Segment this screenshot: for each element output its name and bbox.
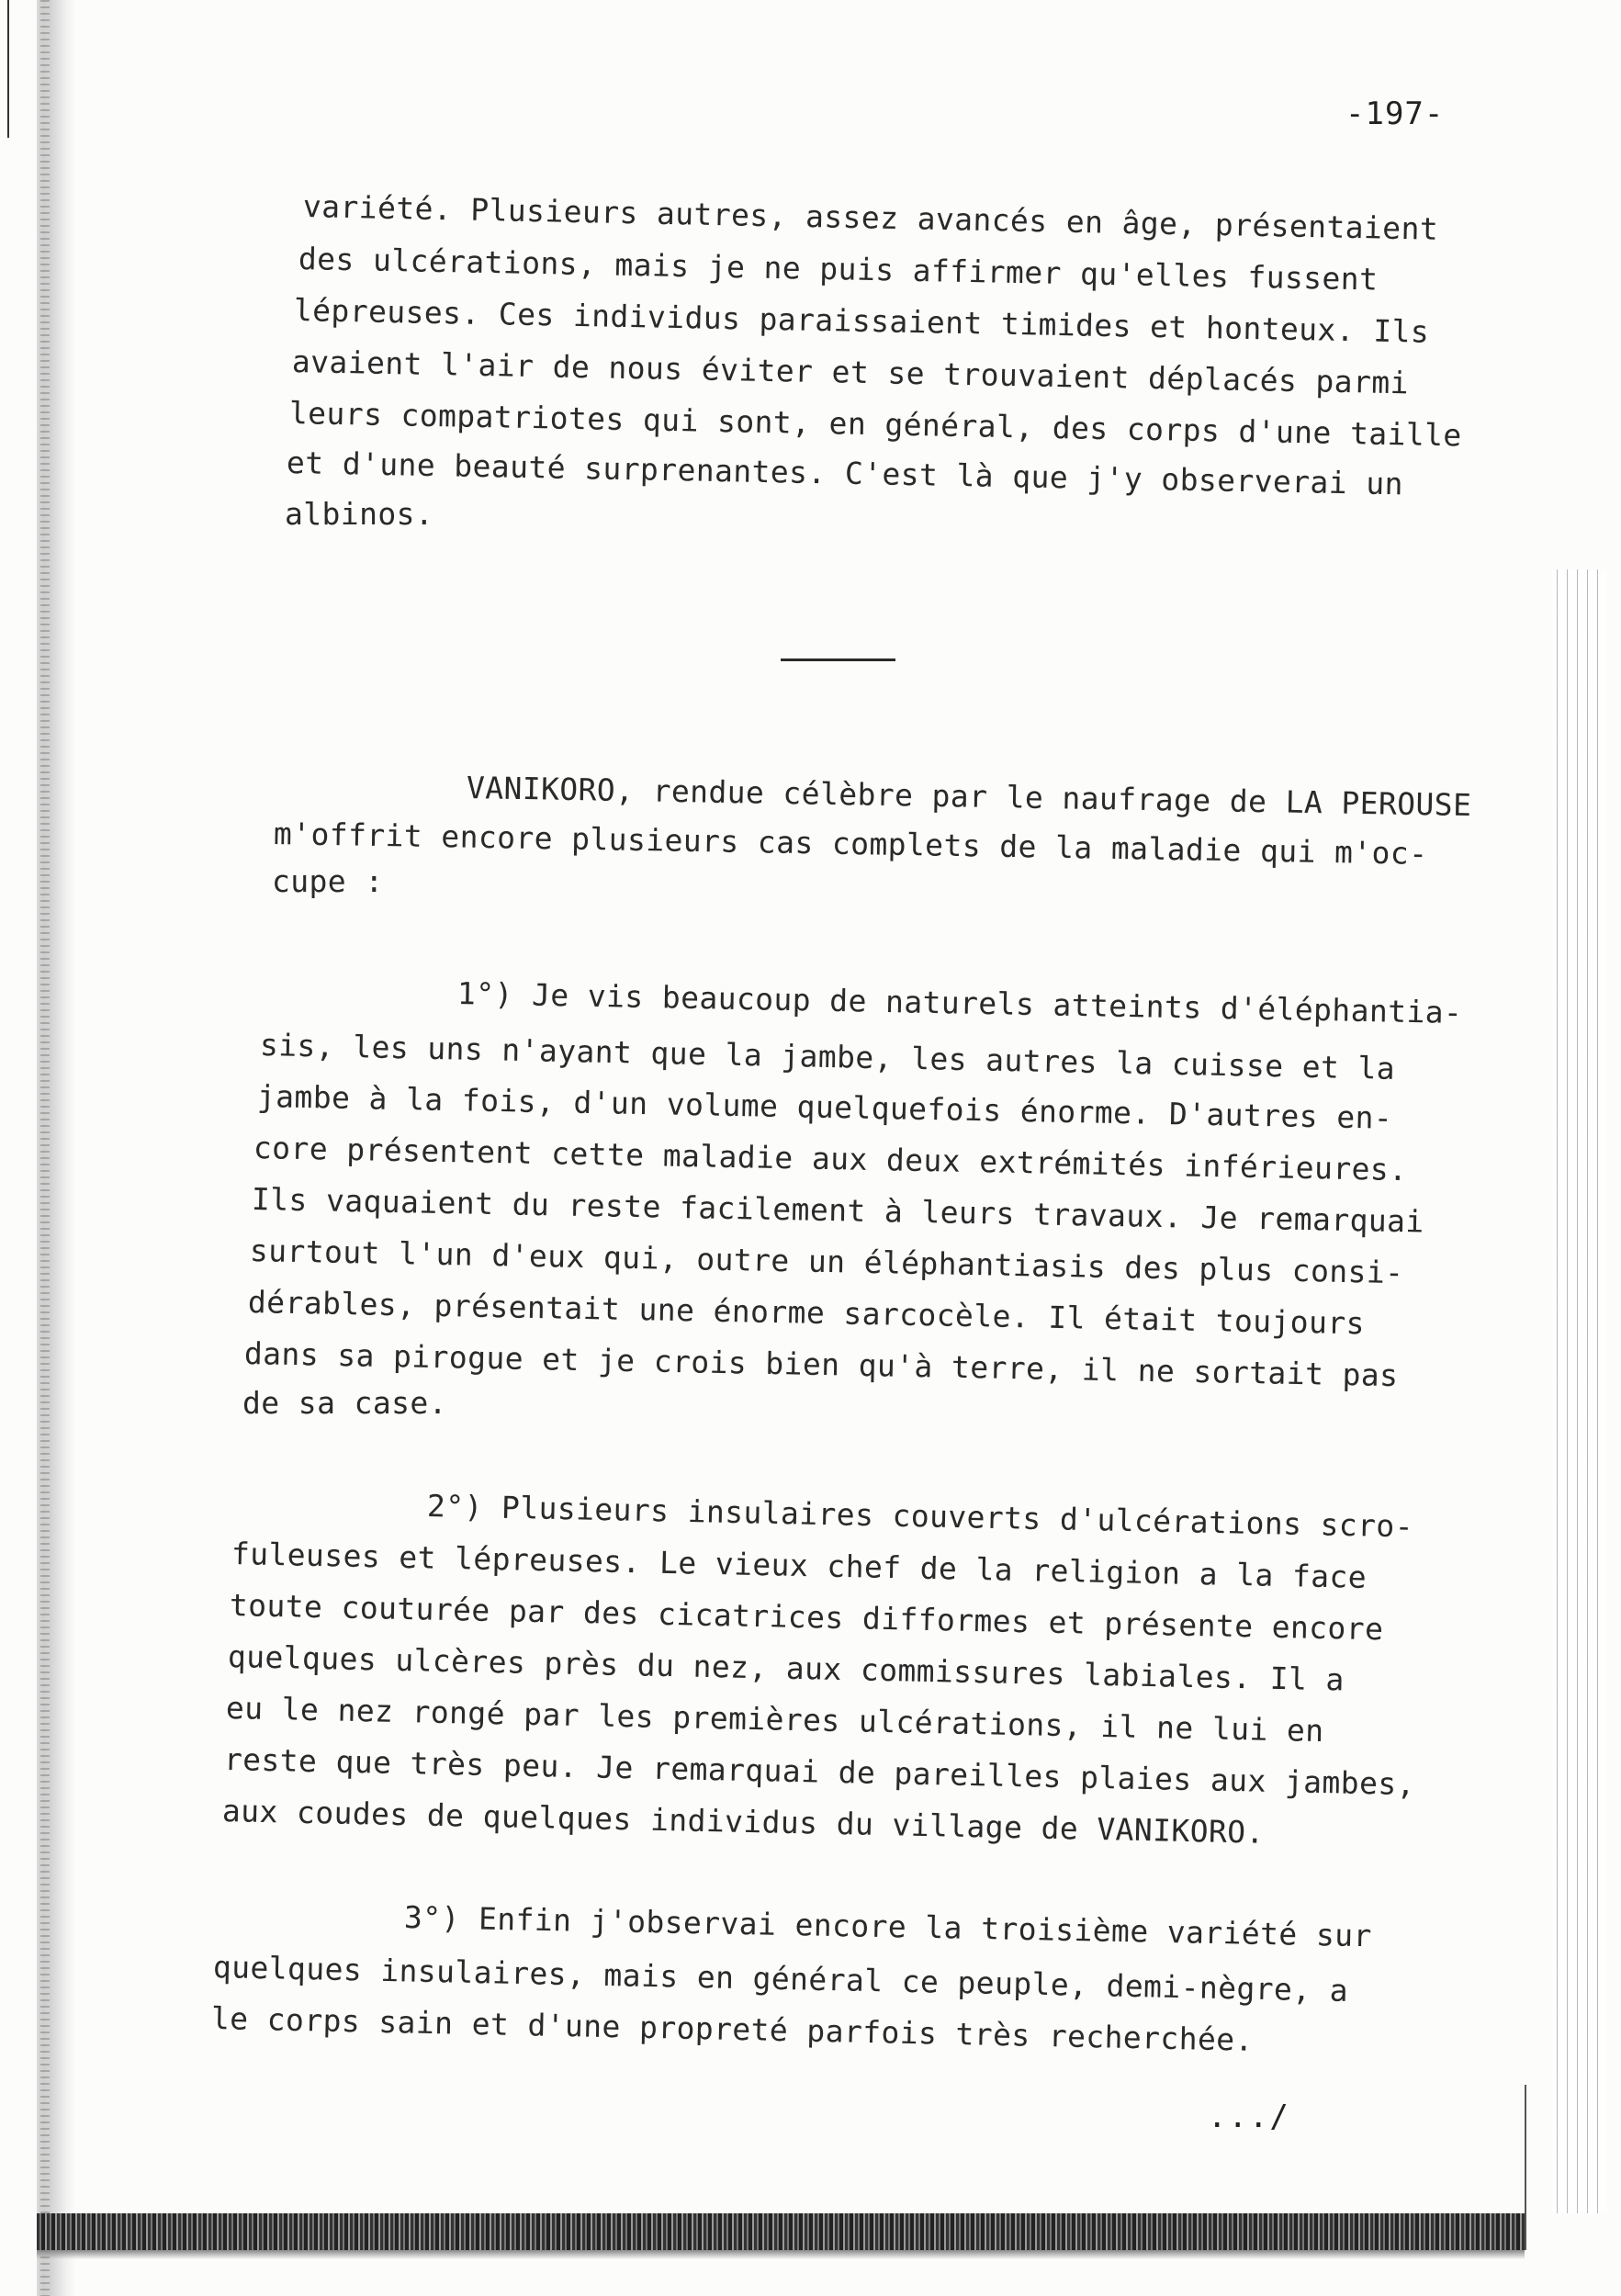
text-line: quelques insulaires, mais en général ce peuple, demi-nègre, a (212, 1949, 1349, 2009)
text-line: toute couturée par des cicatrices difformes et présente encore (229, 1587, 1384, 1648)
text-line: et d'une beauté surprenantes. C'est là que j'y observerai un (286, 445, 1404, 502)
text-line: cupe : (272, 863, 384, 899)
text-line: 3°) Enfin j'observai encore la troisième variété sur (403, 1899, 1373, 1954)
page-edge-line (1525, 2085, 1526, 2250)
scan-bottom-fade (37, 2250, 1525, 2259)
text-line: le corps sain et d'une propreté parfois très recherchée. (210, 2000, 1255, 2058)
page-edges-stack (1552, 569, 1607, 2213)
text-line: core présentent cette maladie aux deux extrémités inférieures. (253, 1130, 1408, 1188)
text-line: lépreuses. Ces individus paraissaient timides et honteux. Ils (293, 292, 1430, 350)
text-line: jambe à la fois, d'un volume quelquefois énorme. D'autres en- (256, 1078, 1393, 1136)
text-line: dans sa pirogue et je crois bien qu'à terre, il ne sortait pas (243, 1335, 1399, 1394)
binding-edge-line (7, 0, 9, 138)
text-line: eu le nez rongé par les premières ulcérations, il ne lui en (225, 1690, 1324, 1750)
text-line: m'offrit encore plusieurs cas complets de la maladie qui m'oc- (273, 816, 1428, 872)
text-line: quelques ulcères près du nez, aux commissures labiales. Il a (227, 1638, 1345, 1698)
text-line: 2°) Plusieurs insulaires couverts d'ulcérations scro- (426, 1488, 1414, 1545)
scan-bottom-band (37, 2213, 1525, 2250)
text-line: variété. Plusieurs autres, assez avancés en âge, présentaient (302, 188, 1439, 247)
section-separator (781, 658, 895, 661)
text-line: fuleuses et lépreuses. Le vieux chef de la religion a la face (231, 1536, 1368, 1595)
text-line: avaient l'air de nous éviter et se trouvaient déplacés parmi (291, 343, 1410, 401)
text-line: surtout l'un d'eux qui, outre un éléphantiasis des plus consi- (249, 1232, 1404, 1291)
text-line: aux coudes de quelques individus du village de VANIKORO. (221, 1793, 1266, 1851)
text-line: sis, les uns n'ayant que la jambe, les autres la cuisse et la (259, 1027, 1396, 1086)
text-line: VANIKORO, rendue célèbre par le naufrage de LA PEROUSE (466, 770, 1472, 824)
continuation-mark: .../ (1208, 2099, 1290, 2135)
page-number: -197- (1345, 96, 1445, 132)
text-line: albinos. (285, 496, 434, 532)
text-line: dérables, présentait une énorme sarcocèle. Il était toujours (247, 1284, 1366, 1342)
text-line: de sa case. (242, 1385, 447, 1421)
text-line: 1°) Je vis beaucoup de naturels atteints d'éléphantia- (456, 975, 1463, 1031)
text-line: Ils vaquaient du reste facilement à leurs travaux. Je remarquai (251, 1181, 1425, 1240)
text-line: des ulcérations, mais je ne puis affirmer qu'elles fussent (298, 241, 1379, 298)
binding-speckle (40, 0, 50, 2296)
text-line: reste que très peu. Je remarquai de pareilles plaies aux jambes, (223, 1741, 1416, 1803)
text-line: leurs compatriotes qui sont, en général, des corps d'une taille (288, 395, 1463, 454)
